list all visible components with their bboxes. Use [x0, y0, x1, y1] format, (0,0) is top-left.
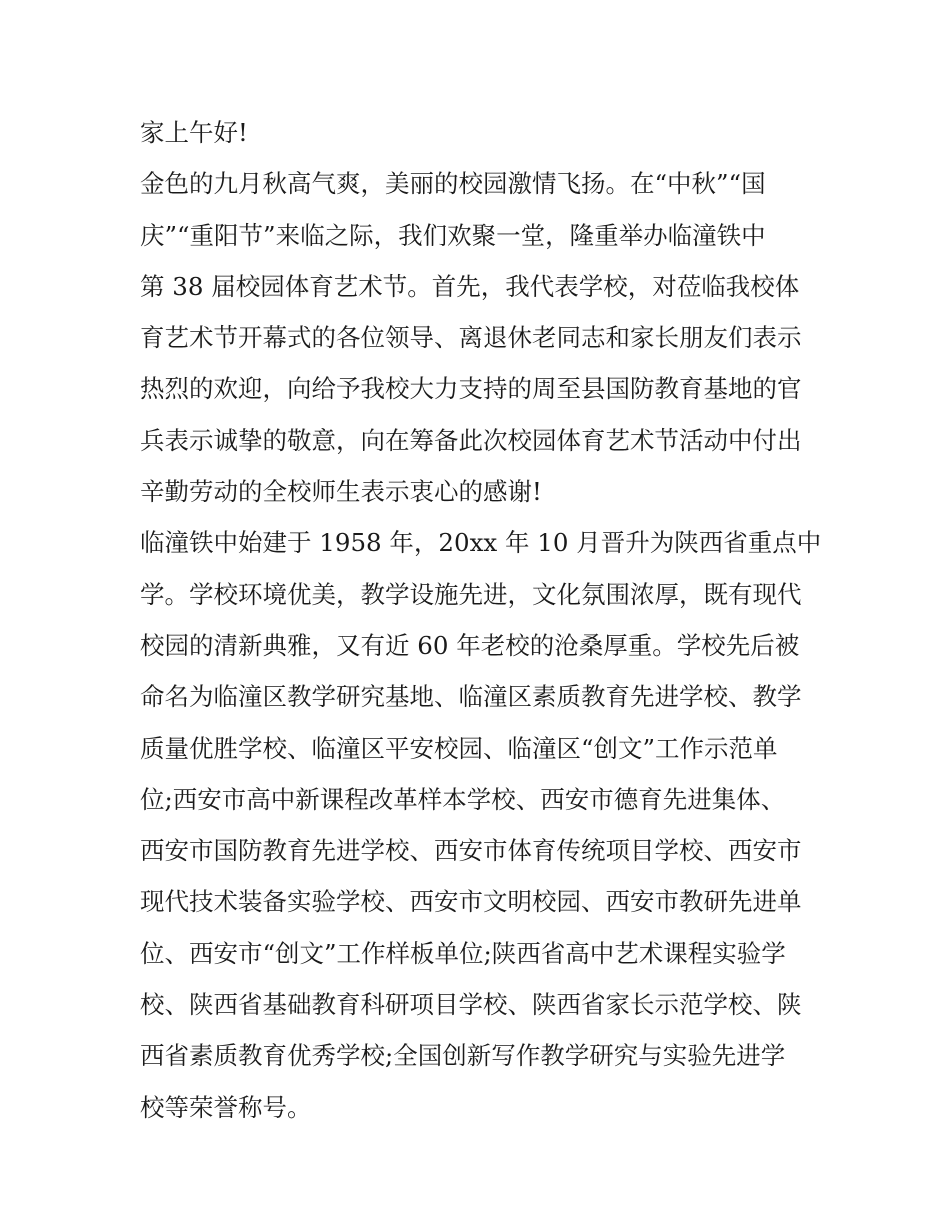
text-line: 第 38 届校园体育艺术节。首先，我代表学校，对莅临我校体	[140, 271, 800, 301]
text-line: 临潼铁中始建于 1958 年，20xx 年 10 月晋升为陕西省重点中	[140, 528, 822, 558]
text-line: 西安市国防教育先进学校、西安市体育传统项目学校、西安市	[140, 836, 802, 866]
text-line: 热烈的欢迎，向给予我校大力支持的周至县国防教育基地的官	[140, 374, 802, 404]
document-body	[140, 107, 820, 1133]
text-line: 西省素质教育优秀学校;全国创新写作教学研究与实验先进学	[140, 1041, 786, 1071]
text-line: 校等荣誉称号。	[140, 1092, 312, 1122]
text-line: 辛勤劳动的全校师生表示衷心的感谢!	[140, 477, 542, 507]
text-line: 命名为临潼区教学研究基地、临潼区素质教育先进学校、教学	[140, 682, 802, 712]
text-line: 家上午好!	[140, 118, 248, 147]
text-line: 位、西安市“创文”工作样板单位;陕西省高中艺术课程实验学	[140, 938, 786, 968]
text-line: 现代技术装备实验学校、西安市文明校园、西安市教研先进单	[140, 887, 802, 917]
text-line: 位;西安市高中新课程改革样本学校、西安市德育先进集体、	[140, 784, 786, 814]
text-line: 校园的清新典雅，又有近 60 年老校的沧桑厚重。学校先后被	[140, 630, 800, 660]
text-line: 质量优胜学校、临潼区平安校园、临潼区“创文”工作示范单	[140, 733, 778, 763]
text-line: 学。学校环境优美，教学设施先进，文化氛围浓厚，既有现代	[140, 579, 802, 609]
text-line: 兵表示诚挚的敬意，向在筹备此次校园体育艺术节活动中付出	[140, 425, 802, 455]
text-line: 金色的九月秋高气爽，美丽的校园激情飞扬。在“中秋”“国	[140, 169, 766, 199]
text-line: 育艺术节开幕式的各位领导、离退休老同志和家长朋友们表示	[140, 323, 802, 353]
text-line: 校、陕西省基础教育科研项目学校、陕西省家长示范学校、陕	[140, 990, 802, 1020]
text-line: 庆”“重阳节”来临之际，我们欢聚一堂，隆重举办临潼铁中	[140, 220, 766, 250]
